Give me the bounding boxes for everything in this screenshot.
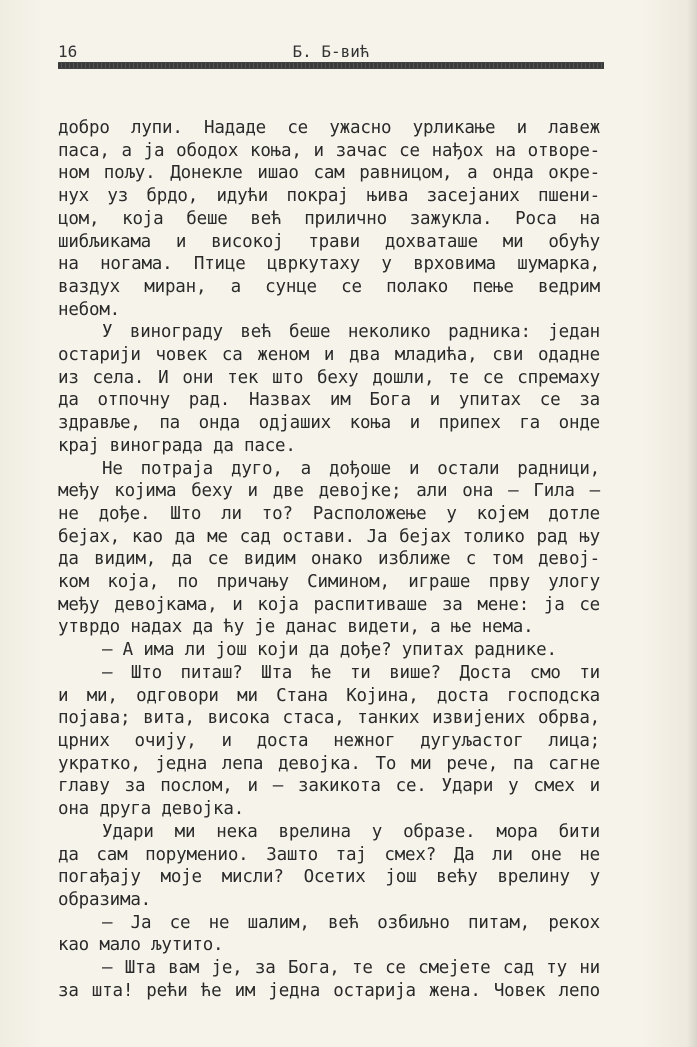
text-line: главу за послом, и — закикота се. Удари у смех и: [58, 776, 600, 797]
text-line: она друга девојка.: [58, 799, 245, 820]
text-line: У винограду већ беше неколико радника: један: [102, 322, 600, 343]
paragraph: [58, 639, 600, 662]
text-line: и ми, одговори ми Стана Којина, доста господска: [58, 685, 600, 706]
paragraph: [58, 821, 600, 912]
text-line: погађају моје мисли? Осетих још већу врелину у: [58, 867, 600, 888]
text-line: Не потраја дуго, а дођоше и остали радници,: [102, 458, 600, 479]
text-line: појава; вита, висока стаса, танких извијених обрва,: [58, 708, 600, 729]
text-line: да отпочну рад. Назвах им Бога и упитах се за: [58, 390, 600, 411]
text-line: здравље, па онда одјаших коња и припех га онде: [58, 413, 600, 434]
text-line: ком која, по причању Симином, играше прву улогу: [58, 572, 600, 593]
running-title: Б. Б-вић: [292, 42, 370, 61]
text-line: шибљикама и високој трави дохваташе ми обућу: [58, 231, 600, 252]
text-line: црних очију, и доста нежног дугуљастог лица;: [58, 730, 600, 751]
text-line: — А има ли још који да дође? упитах раднике.: [102, 640, 557, 661]
text-line: утврдо надах да ћу је данас видети, а ње нема.: [58, 617, 534, 638]
text-line: за шта! рећи ће им једна остарија жена. Човек лепо: [58, 980, 600, 1001]
text-line: небом.: [58, 299, 121, 320]
text-line: не дође. Што ли то? Расположење у којем дотле: [58, 503, 600, 524]
text-line: цом, која беше већ прилично зажукла. Роса на: [58, 208, 600, 229]
page-number: 16: [58, 42, 78, 61]
text-line: Удари ми нека врелина у образе. мора бити: [102, 821, 600, 842]
paragraph: [58, 321, 600, 457]
text-line: нух уз брдо, идући покрај њива засејаних пшени-: [58, 186, 600, 207]
text-line: паса, а ја ободох коња, и зачас се нађох на отворе-: [58, 140, 600, 161]
paragraph: [58, 458, 600, 640]
text-line: да сам поруменио. Зашто тај смех? Да ли оне не: [58, 844, 600, 865]
text-line: крај винограда да пасе.: [58, 435, 296, 456]
paragraph: [58, 662, 600, 821]
text-line: добро лупи. Нададе се ужасно урликање и лавеж: [58, 118, 600, 138]
text-line: међу којима беху и две девојке; али она — Гила —: [58, 481, 600, 502]
page-header: [58, 40, 604, 62]
text-line: из села. И они тек што беху дошли, те се спремаху: [58, 367, 600, 388]
text-line: као мало љутито.: [58, 935, 224, 956]
text-line: укратко, једна лепа девојка. То ми рече, па сагне: [58, 753, 600, 774]
page-spine-shadow: [687, 0, 697, 1047]
text-line: остарији човек са женом и два младића, сви одадне: [58, 345, 600, 366]
text-line: на ногама. Птице цвркутаху у врховима шумарка,: [58, 254, 600, 275]
text-line: — Шта вам је, за Бога, те се смејете сад ту ни: [102, 958, 600, 979]
text-line: међу девојкама, и која распитиваше за мене: ја се: [58, 594, 600, 615]
paragraph: [58, 912, 600, 957]
text-line: ваздух миран, а сунце се полако пење ведрим: [58, 276, 600, 297]
text-line: — Што питаш? Шта ће ти више? Доста смо ти: [102, 662, 600, 683]
text-line: ном пољу. Донекле ишао сам равницом, а онда окре-: [58, 163, 600, 184]
text-line: бејах, као да ме сад остави. Ја бејах толико рад њу: [58, 526, 600, 547]
header-rule: [58, 62, 604, 69]
paragraph: [58, 117, 600, 321]
body-text: [58, 117, 600, 1002]
text-line: образима.: [58, 889, 152, 910]
text-line: да видим, да се видим онако изближе с том девој-: [58, 549, 600, 570]
paragraph: [58, 957, 600, 1002]
text-line: — Ја се не шалим, већ озбиљно питам, рекох: [102, 912, 600, 933]
